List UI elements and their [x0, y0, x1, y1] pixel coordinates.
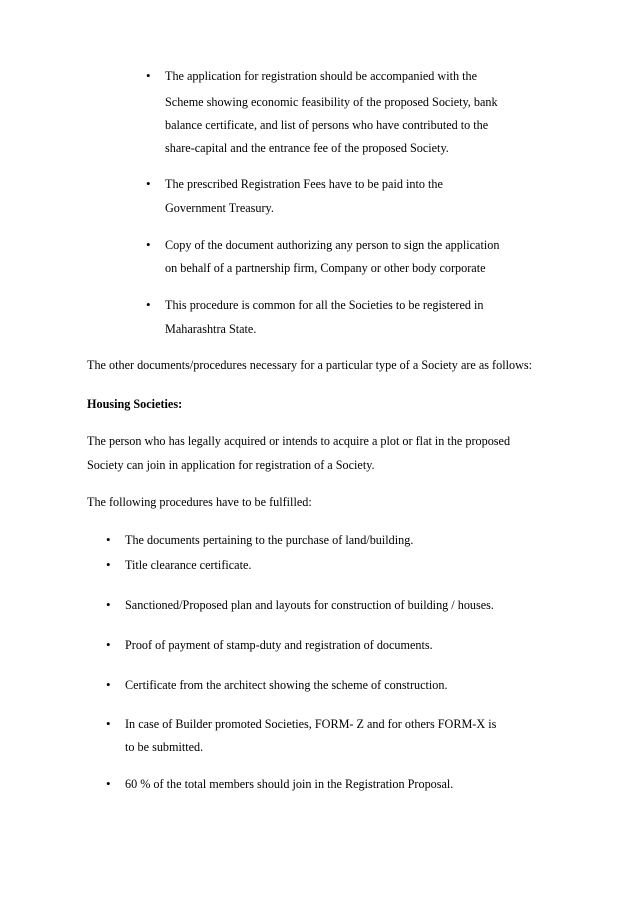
list-item-line: The application for registration should be accompanied with the [165, 69, 478, 83]
bullet-icon: • [146, 297, 151, 312]
bullet-icon: • [146, 68, 151, 83]
bullet-icon: • [106, 557, 111, 572]
intro-paragraph: The other documents/procedures necessary for a particular type of a Society are as follows: [87, 358, 533, 372]
list-item-line: Title clearance certificate. [125, 558, 252, 572]
list-item-line: share-capital and the entrance fee of the proposed Society. [165, 141, 449, 155]
list-item-line: Proof of payment of stamp-duty and registration of documents. [125, 638, 433, 652]
list-item-line: In case of Builder promoted Societies, FORM- Z and for others FORM-X is [125, 717, 497, 731]
list-item-line: Scheme showing economic feasibility of the proposed Society, bank [165, 95, 498, 109]
list-item-line: on behalf of a partnership firm, Company or other body corporate [165, 261, 486, 275]
list-item-line: to be submitted. [125, 740, 204, 754]
list-item-line: This procedure is common for all the Societies to be registered in [165, 298, 484, 312]
bullet-icon: • [106, 716, 111, 731]
list-item-line: Copy of the document authorizing any person to sign the application [165, 238, 500, 252]
list-item-line: 60 % of the total members should join in the Registration Proposal. [125, 777, 454, 791]
bullet-icon: • [106, 776, 111, 791]
housing-paragraph-line: The person who has legally acquired or intends to acquire a plot or flat in the proposed [87, 434, 511, 448]
section-heading: Housing Societies: [87, 397, 183, 411]
list-item-line: balance certificate, and list of persons who have contributed to the [165, 118, 489, 132]
list-item-line: Government Treasury. [165, 201, 274, 215]
list-item-line: Maharashtra State. [165, 322, 257, 336]
list-item-line: Certificate from the architect showing the scheme of construction. [125, 678, 448, 692]
housing-paragraph-line: Society can join in application for registration of a Society. [87, 458, 375, 472]
list-item-line: The prescribed Registration Fees have to be paid into the [165, 177, 443, 191]
list-item-line: Sanctioned/Proposed plan and layouts for construction of building / houses. [125, 598, 494, 612]
bullet-icon: • [106, 677, 111, 692]
bullet-icon: • [146, 237, 151, 252]
list-item-line: The documents pertaining to the purchase of land/building. [125, 533, 414, 547]
bullet-icon: • [106, 597, 111, 612]
bullet-icon: • [106, 637, 111, 652]
bullet-icon: • [106, 532, 111, 547]
bullet-icon: • [146, 176, 151, 191]
procedures-intro: The following procedures have to be fulfilled: [87, 495, 312, 509]
